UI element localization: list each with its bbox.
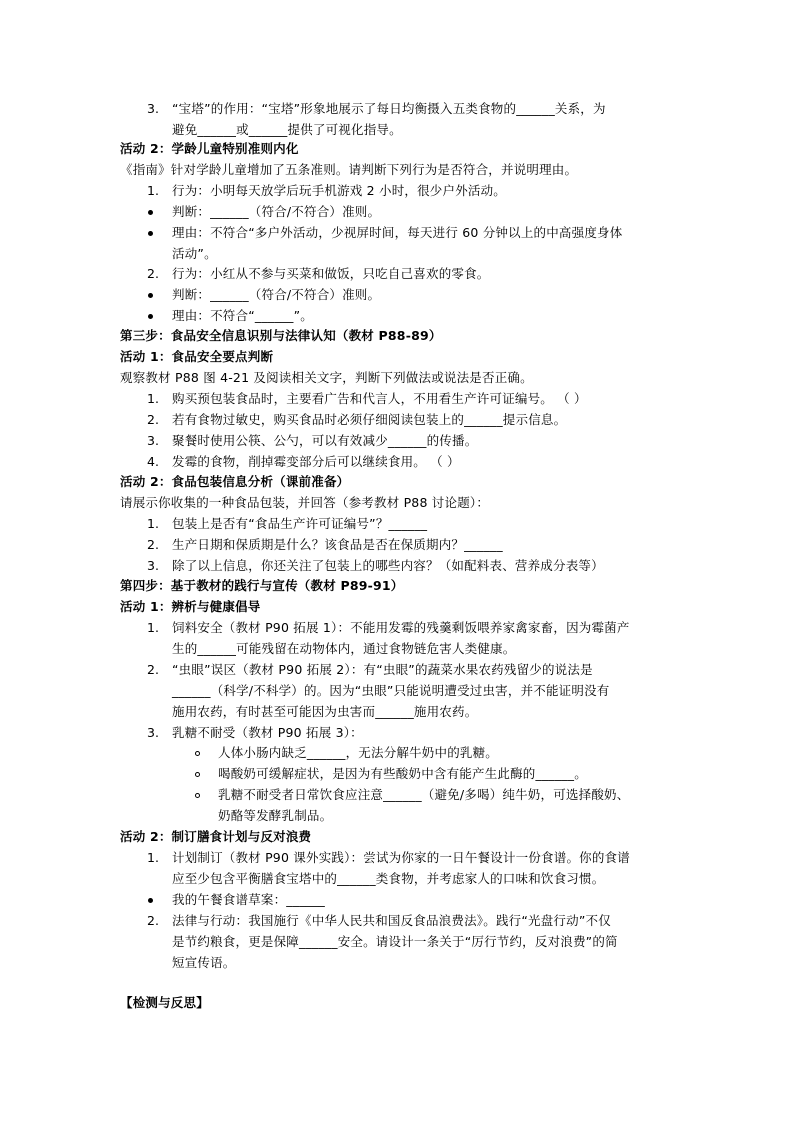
text-line: 判断：______（符合/不符合）准则。: [172, 204, 381, 219]
text-line: 生产日期和保质期是什么？该食品是否在保质期内？______: [172, 537, 503, 552]
text-line: 发霉的食物，削掉霉变部分后可以继续食用。 （ ）: [172, 454, 460, 469]
list-number: 3.: [147, 101, 159, 116]
activity-heading: 活动 1：辨析与健康倡导: [120, 599, 261, 614]
sub-bullet-icon: [195, 772, 200, 777]
step-heading: 第三步：食品安全信息识别与法律认知（教材 P88-89）: [120, 328, 442, 343]
text-line: 理由：不符合“多户外活动，少视屏时间，每天进行 60 分钟以上的中高强度身体: [172, 225, 623, 240]
text-line: 人体小肠内缺乏______，无法分解牛奶中的乳糖。: [218, 745, 499, 760]
list-number: 1.: [147, 516, 159, 531]
sub-bullet-icon: [195, 793, 200, 798]
bullet-icon: [148, 231, 153, 236]
text-line: 避免______或______提供了可视化指导。: [172, 122, 402, 137]
text-line: “宝塔”的作用：“宝塔”形象地展示了每日均衡摄入五类食物的______关系，为: [172, 101, 606, 116]
text-line: 生的______可能残留在动物体内，通过食物链危害人类健康。: [172, 641, 516, 656]
list-number: 2.: [147, 266, 159, 281]
text-line: 短宣传语。: [172, 955, 236, 970]
bullet-icon: [148, 898, 153, 903]
text-line: 施用农药，有时甚至可能因为虫害而______施用农药。: [172, 704, 478, 719]
text-line: 乳糖不耐受（教材 P90 拓展 3）：: [172, 725, 363, 740]
step-heading: 第四步：基于教材的践行与宣传（教材 P89-91）: [120, 578, 404, 593]
text-line: 我的午餐食谱草案：______: [172, 892, 326, 907]
list-number: 3.: [147, 433, 159, 448]
paragraph-text: 观察教材 P88 图 4-21 及阅读相关文字，判断下列做法或说法是否正确。: [120, 370, 533, 385]
text-line: “虫眼”误区（教材 P90 拓展 2）：有“虫眼”的蔬菜水果农药残留少的说法是: [172, 662, 593, 677]
activity-heading: 活动 1：食品安全要点判断: [120, 349, 274, 364]
text-line: 包装上是否有“食品生产许可证编号”？______: [172, 516, 428, 531]
text-line: 饲料安全（教材 P90 拓展 1）：不能用发霉的残羹剩饭喂养家禽家畜，因为霉菌产: [172, 620, 630, 635]
activity-heading: 活动 2：食品包装信息分析（课前准备）: [120, 474, 350, 489]
list-number: 4.: [147, 454, 159, 469]
text-line: 若有食物过敏史，购买食品时必须仔细阅读包装上的______提示信息。: [172, 412, 567, 427]
text-line: 活动”。: [172, 246, 217, 261]
section-heading: 【检测与反思】: [120, 995, 209, 1010]
list-number: 1.: [147, 850, 159, 865]
list-number: 3.: [147, 558, 159, 573]
text-line: 计划制订（教材 P90 课外实践）：尝试为你家的一日午餐设计一份食谱。你的食谱: [172, 850, 630, 865]
list-number: 2.: [147, 412, 159, 427]
text-line: 法律与行动：我国施行《中华人民共和国反食品浪费法》。践行“光盘行动”不仅: [172, 913, 611, 928]
bullet-icon: [148, 314, 153, 319]
list-number: 1.: [147, 620, 159, 635]
text-line: 奶酪等发酵乳制品。: [218, 808, 333, 823]
text-line: 是节约粮食，更是保障______安全。请设计一条关于“厉行节约，反对浪费”的简: [172, 934, 618, 949]
list-number: 2.: [147, 537, 159, 552]
text-line: 行为：小红从不参与买菜和做饭，只吃自己喜欢的零食。: [172, 266, 490, 281]
sub-bullet-icon: [195, 751, 200, 756]
text-line: 聚餐时使用公筷、公勺，可以有效减少______的传播。: [172, 433, 478, 448]
paragraph-text: 请展示你收集的一种食品包装，并回答（参考教材 P88 讨论题）：: [120, 495, 490, 510]
text-line: 判断：______（符合/不符合）准则。: [172, 287, 381, 302]
text-line: 除了以上信息，你还关注了包装上的哪些内容？（如配料表、营养成分表等）: [172, 558, 604, 573]
text-line: 理由：不符合“______”。: [172, 308, 313, 323]
bullet-icon: [148, 210, 153, 215]
text-line: 乳糖不耐受者日常饮食应注意______（避免/多喝）纯牛奶，可选择酸奶、: [218, 787, 630, 802]
list-number: 2.: [147, 662, 159, 677]
activity-heading: 活动 2：制订膳食计划与反对浪费: [120, 829, 312, 844]
text-line: ______（科学/不科学）的。因为“虫眼”只能说明遭受过虫害，并不能证明没有: [172, 683, 610, 698]
text-line: 行为：小明每天放学后玩手机游戏 2 小时，很少户外活动。: [172, 183, 507, 198]
text-line: 应至少包含平衡膳食宝塔中的______类食物，并考虑家人的口味和饮食习惯。: [172, 871, 605, 886]
list-number: 1.: [147, 391, 159, 406]
text-line: 购买预包装食品时，主要看广告和代言人，不用看生产许可证编号。 （ ）: [172, 391, 587, 406]
list-number: 1.: [147, 183, 159, 198]
list-number: 3.: [147, 725, 159, 740]
bullet-icon: [148, 293, 153, 298]
paragraph-text: 《指南》针对学龄儿童增加了五条准则。请判断下列行为是否符合，并说明理由。: [120, 162, 578, 177]
text-line: 喝酸奶可缓解症状，是因为有些酸奶中含有能产生此酶的______。: [218, 766, 587, 781]
list-number: 2.: [147, 913, 159, 928]
activity-heading: 活动 2：学龄儿童特别准则内化: [120, 141, 299, 156]
